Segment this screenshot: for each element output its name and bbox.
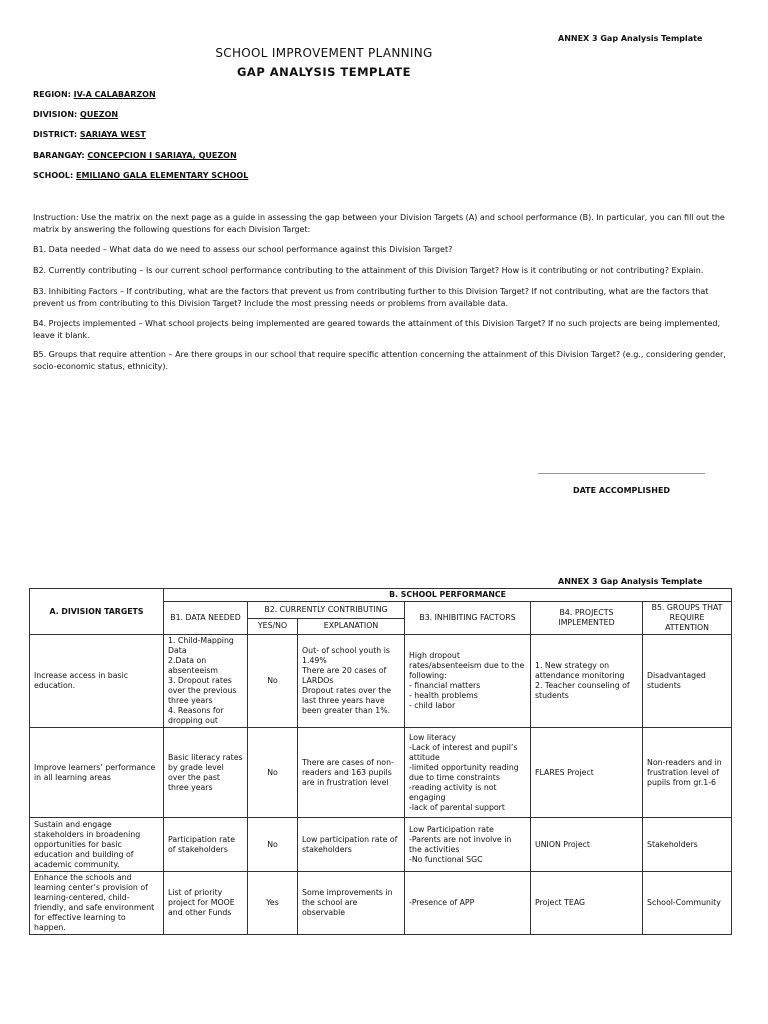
header-division-targets: A. DIVISION TARGETS xyxy=(30,589,164,635)
cell-groups: Non-readers and in frustration level of pupils from gr.1-6 xyxy=(643,728,732,818)
field-value: CONCEPCION I SARIAYA, QUEZON xyxy=(87,151,237,160)
cell-projects: UNION Project xyxy=(531,818,643,872)
date-accomplished-label: DATE ACCOMPLISHED xyxy=(572,486,671,495)
annex-label: ANNEX 3 Gap Analysis Template xyxy=(558,34,703,43)
header-currently-contributing: B2. CURRENTLY CONTRIBUTING xyxy=(248,602,405,619)
instruction-b5: B5. Groups that require attention – Are there groups in our school that require specific attention concerning the attainment of this Division Target? (e.g., considering gender, socio-economic status, ethnicity). xyxy=(33,350,726,371)
instruction-b3: B3. Inhibiting Factors – If contributing, what are the factors that prevent us from contributing further to this Division Target? If not contributing, what are the factors that prevent us from contributing to this Division Target? Include the most pressing needs or problems from available data. xyxy=(33,287,709,308)
cell-data-needed: Basic literacy rates by grade level over the past three years xyxy=(164,728,248,818)
table-row xyxy=(30,872,732,935)
instruction-b1: B1. Data needed – What data do we need to assess our school performance against this Division Target? xyxy=(33,245,453,254)
header-inhibiting-factors: B3. INHIBITING FACTORS xyxy=(405,602,531,635)
doc-title: SCHOOL IMPROVEMENT PLANNING xyxy=(215,46,433,60)
cell-yes-no: No xyxy=(248,818,298,872)
annex-label-2: ANNEX 3 Gap Analysis Template xyxy=(558,577,703,586)
cell-target: Improve learners’ performance in all learning areas xyxy=(30,728,164,818)
cell-projects: 1. New strategy on attendance monitoring 2. Teacher counseling of students xyxy=(531,635,643,728)
cell-inhibiting: -Presence of APP xyxy=(405,872,531,935)
table-row xyxy=(30,818,732,872)
cell-inhibiting: High dropout rates/absenteeism due to the following: - financial matters - health problems - child labor xyxy=(405,635,531,728)
field-region: REGION: IV-A CALABARZON xyxy=(33,90,156,99)
field-school: SCHOOL: EMILIANO GALA ELEMENTARY SCHOOL xyxy=(33,171,249,180)
cell-data-needed: Participation rate of stakeholders xyxy=(164,818,248,872)
signature-line xyxy=(538,473,705,474)
cell-explanation: Out- of school youth is 1.49% There are 20 cases of LARDOs Dropout rates over the last three years have been greater than 1%. xyxy=(298,635,405,728)
cell-groups: School-Community xyxy=(643,872,732,935)
cell-projects: FLARES Project xyxy=(531,728,643,818)
cell-explanation: There are cases of non-readers and 163 pupils are in frustration level xyxy=(298,728,405,818)
header-yes-no: YES/NO xyxy=(248,618,298,635)
cell-data-needed: 1. Child-Mapping Data 2.Data on absenteeism 3. Dropout rates over the previous three years 4. Reasons for dropping out xyxy=(164,635,248,728)
header-data-needed: B1. DATA NEEDED xyxy=(164,602,248,635)
field-value: QUEZON xyxy=(80,110,119,119)
cell-groups: Stakeholders xyxy=(643,818,732,872)
field-value: IV-A CALABARZON xyxy=(73,90,156,99)
cell-data-needed: List of priority project for MOOE and other Funds xyxy=(164,872,248,935)
cell-yes-no: Yes xyxy=(248,872,298,935)
header-explanation: EXPLANATION xyxy=(298,618,405,635)
cell-target: Sustain and engage stakeholders in broadening opportunities for basic education and building of academic community. xyxy=(30,818,164,872)
gap-analysis-table xyxy=(29,588,732,935)
header-groups-attention: B5. GROUPS THAT REQUIRE ATTENTION xyxy=(643,602,732,635)
table-row xyxy=(30,728,732,818)
cell-yes-no: No xyxy=(248,635,298,728)
cell-target: Enhance the schools and learning center’s provision of learning-centered, child-friendly, and safe environment for effective learning to happen. xyxy=(30,872,164,935)
instruction-b4: B4. Projects implemented – What school projects being implemented are geared towards the attainment of this Division Target? If no such projects are being implemented, leave it blank. xyxy=(33,319,721,340)
header-projects-implemented: B4. PROJECTS IMPLEMENTED xyxy=(531,602,643,635)
field-barangay: BARANGAY: CONCEPCION I SARIAYA, QUEZON xyxy=(33,151,237,160)
table-row xyxy=(30,635,732,728)
field-division: DIVISION: QUEZON xyxy=(33,110,119,119)
field-value: EMILIANO GALA ELEMENTARY SCHOOL xyxy=(76,171,249,180)
cell-yes-no: No xyxy=(248,728,298,818)
field-value: SARIAYA WEST xyxy=(79,130,146,139)
cell-explanation: Low participation rate of stakeholders xyxy=(298,818,405,872)
cell-inhibiting: Low Participation rate -Parents are not involve in the activities -No functional SGC xyxy=(405,818,531,872)
cell-projects: Project TEAG xyxy=(531,872,643,935)
cell-target: Increase access in basic education. xyxy=(30,635,164,728)
cell-groups: Disadvantaged students xyxy=(643,635,732,728)
cell-inhibiting: Low literacy -Lack of interest and pupil’s attitude -limited opportunity reading due to time constraints -reading activity is not engaging -lack of parental support xyxy=(405,728,531,818)
cell-explanation: Some improvements in the school are observable xyxy=(298,872,405,935)
instruction-b2: B2. Currently contributing – Is our current school performance contributing to the attainment of this Division Target? How is it contributing or not contributing? Explain. xyxy=(33,266,704,275)
doc-subtitle: GAP ANALYSIS TEMPLATE xyxy=(236,65,411,79)
instruction-intro: Instruction: Use the matrix on the next page as a guide in assessing the gap between your Division Targets (A) and school performance (B). In particular, you can fill out the matrix by answering the following questions for each Division Target: xyxy=(33,213,725,234)
field-district: DISTRICT: SARIAYA WEST xyxy=(33,130,146,139)
header-school-performance: B. SCHOOL PERFORMANCE xyxy=(164,589,732,602)
